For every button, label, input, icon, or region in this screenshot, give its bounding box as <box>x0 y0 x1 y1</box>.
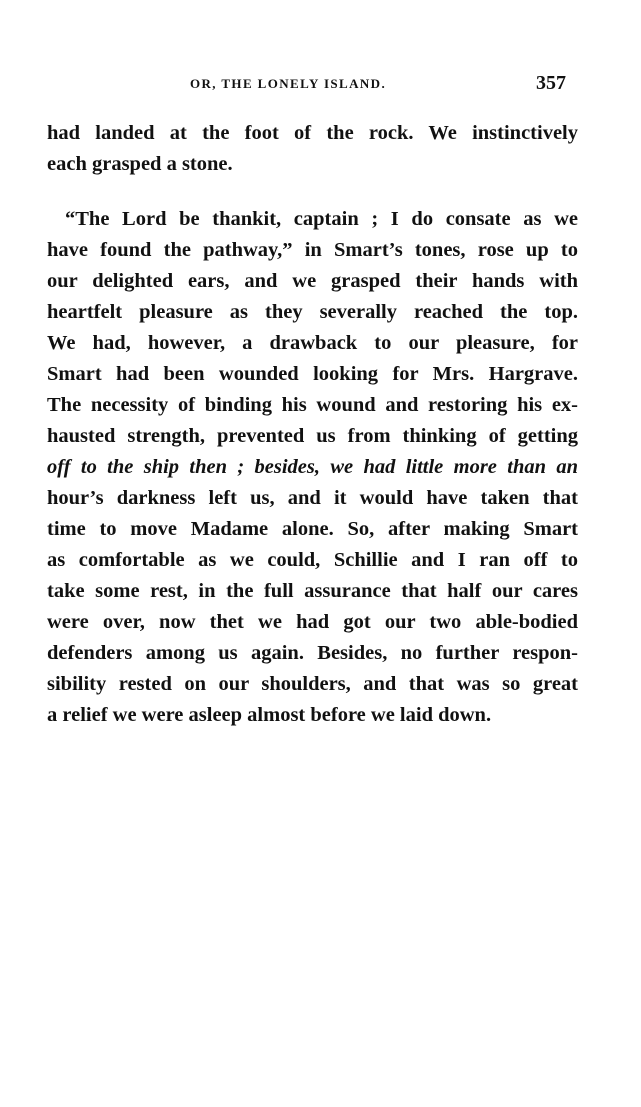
text-line: The necessity of binding his wound and restoring his ex- <box>47 394 578 416</box>
body-text <box>47 118 578 731</box>
text-line: take some rest, in the full assurance that half our cares <box>47 580 578 602</box>
text-line: off to the ship then ; besides, we had little more than an <box>47 456 578 478</box>
text-line: sibility rested on our shoulders, and that was so great <box>47 673 578 695</box>
text-line: as comfortable as we could, Schillie and I ran off to <box>47 549 578 571</box>
text-line: have found the pathway,” in Smart’s tones, rose up to <box>47 239 578 261</box>
text-line: defenders among us again. Besides, no further respon- <box>47 642 578 664</box>
text-line: time to move Madame alone. So, after making Smart <box>47 518 578 540</box>
text-line: were over, now thet we had got our two able-bodied <box>47 611 578 633</box>
text-line: hour’s darkness left us, and it would have taken that <box>47 487 578 509</box>
text-line: our delighted ears, and we grasped their hands with <box>47 270 578 292</box>
page-number: 357 <box>536 72 566 94</box>
paragraph-2 <box>47 204 578 731</box>
text-line: heartfelt pleasure as they severally reached the top. <box>47 301 578 323</box>
running-head: OR, THE LONELY ISLAND. <box>190 76 387 91</box>
text-line: had landed at the foot of the rock. We instinctively <box>47 122 578 144</box>
text-line: a relief we were asleep almost before we laid down. <box>47 704 492 726</box>
paragraph-1 <box>47 118 578 180</box>
text-line: We had, however, a drawback to our pleasure, for <box>47 332 578 354</box>
text-line: each grasped a stone. <box>47 153 233 175</box>
text-line: Smart had been wounded looking for Mrs. Hargrave. <box>47 363 578 385</box>
text-line: “The Lord be thankit, captain ; I do consate as we <box>65 208 578 230</box>
text-line: hausted strength, prevented us from thinking of getting <box>47 425 578 447</box>
